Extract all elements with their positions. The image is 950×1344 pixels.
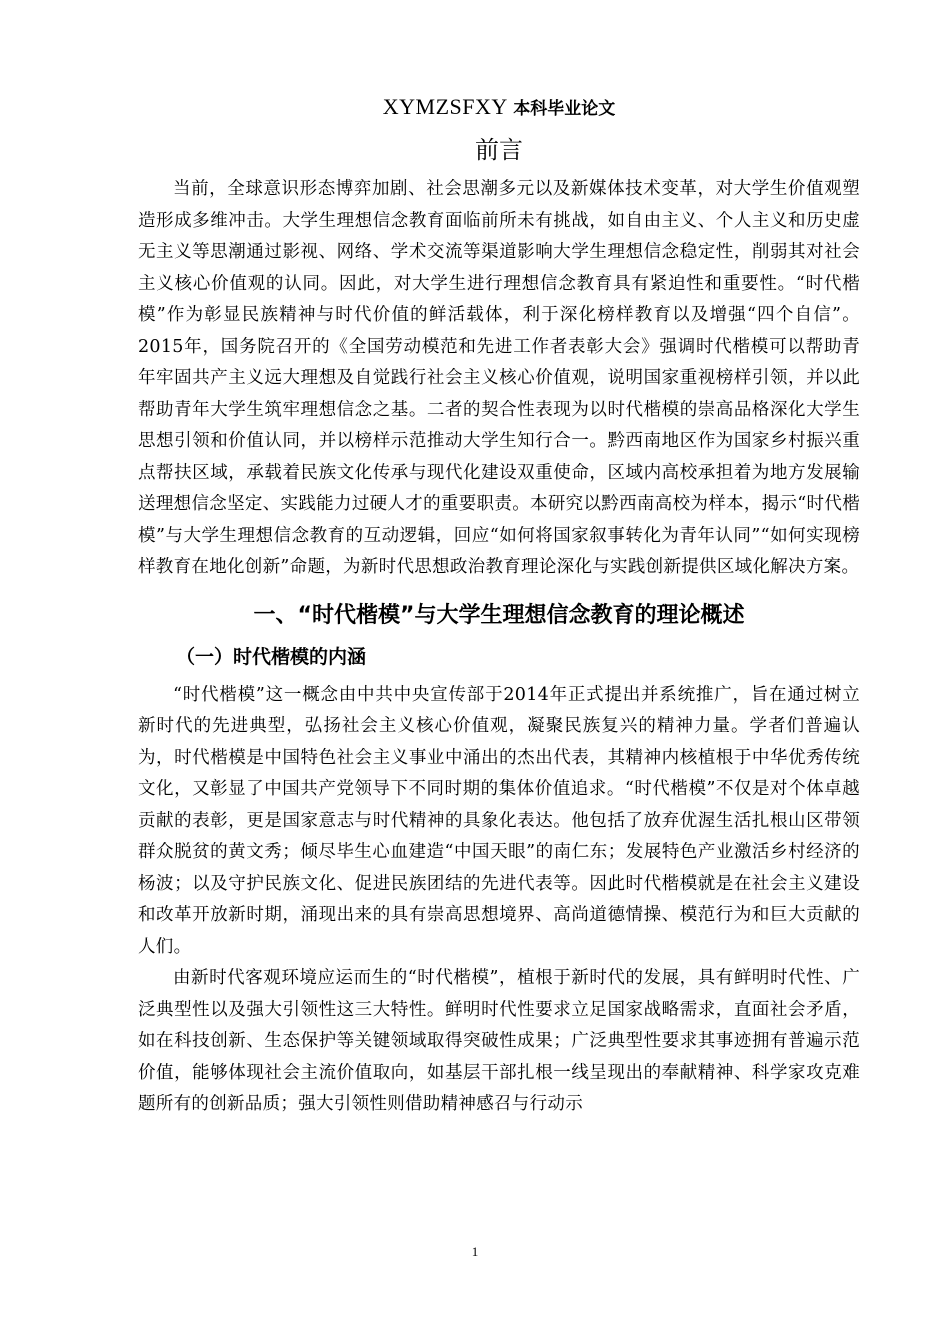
page-number: 1 bbox=[471, 1244, 479, 1259]
body-paragraph-2: 由新时代客观环境应运而生的“时代楷模”，植根于新时代的发展，具有鲜明时代性、广泛典型性以及强大引领性这三大特性。鲜明时代性要求立足国家战略需求，直面社会矛盾，如在科技创新、生态保护等关键领域取得突破性成果；广泛典型性要求其事迹拥有普遍示范价值，能够体现社会主流价值取向，如基层干部扎根一线呈现出的奉献精神、科学家攻克难题所有的创新品质；强大引领性则借助精神感召与行动示 bbox=[138, 968, 860, 1114]
subsection-heading: （一）时代楷模的内涵 bbox=[176, 645, 367, 668]
running-header bbox=[138, 92, 860, 124]
page-content bbox=[138, 92, 860, 1121]
page-title: 前言 bbox=[475, 136, 523, 164]
section-heading: 一、“时代楷模”与大学生理想信念教育的理论概述 bbox=[253, 602, 745, 628]
intro-paragraph: 当前，全球意识形态博弈加剧、社会思潮多元以及新媒体技术变革，对大学生价值观塑造形成多维冲击。大学生理想信念教育面临前所未有挑战，如自由主义、个人主义和历史虚无主义等思潮通过影视、网络、学术交流等渠道影响大学生理想信念稳定性，削弱其对社会主义核心价值观的认同。因此，对大学生进行理想信念教育具有紧迫性和重要性。“时代楷模”作为彰显民族精神与时代价值的鲜活载体，利于深化榜样教育以及增强“四个自信”。2015年，国务院召开的《全国劳动模范和先进工作者表彰大会》强调时代楷模可以帮助青年牢固共产主义远大理想及自觉践行社会主义核心价值观，说明国家重视榜样引领，并以此帮助青年大学生筑牢理想信念之基。二者的契合性表现为以时代楷模的崇高品格深化大学生思想引领和价值认同，并以榜样示范推动大学生知行合一。黔西南地区作为国家乡村振兴重点帮扶区域，承载着民族文化传承与现代化建设双重使命，区域内高校承担着为地方发展输送理想信念坚定、实践能力过硬人才的重要职责。本研究以黔西南高校为样本，揭示“时代楷模”与大学生理想信念教育的互动逻辑，回应“如何将国家叙事转化为青年认同”“如何实现榜样教育在地化创新”命题，为新时代思想政治教育理论深化与实践创新提供区域化解决方案。 bbox=[138, 179, 860, 577]
header-cjk: 本科毕业论文 bbox=[513, 99, 616, 119]
body-paragraph-1: “时代楷模”这一概念由中共中央宣传部于2014年正式提出并系统推广，旨在通过树立新时代的先进典型，弘扬社会主义核心价值观，凝聚民族复兴的精神力量。学者们普遍认为，时代楷模是中国特色社会主义事业中涌出的杰出代表，其精神内核植根于中华优秀传统文化，又彰显了中国共产党领导下不同时期的集体价值追求。“时代楷模”不仅是对个体卓越贡献的表彰，更是国家意志与时代精神的具象化表达。他包括了放弃优渥生活扎根山区带领群众脱贫的黄文秀；倾尽毕生心血建造“中国天眼”的南仁东；发展特色产业激活乡村经济的杨波；以及守护民族文化、促进民族团结的先进代表等。因此时代楷模就是在社会主义建设和改革开放新时期，涌现出来的具有崇高思想境界、高尚道德情操、模范行为和巨大贡献的人们。 bbox=[138, 684, 860, 957]
header-latin: XYMZSFXY bbox=[382, 94, 508, 119]
